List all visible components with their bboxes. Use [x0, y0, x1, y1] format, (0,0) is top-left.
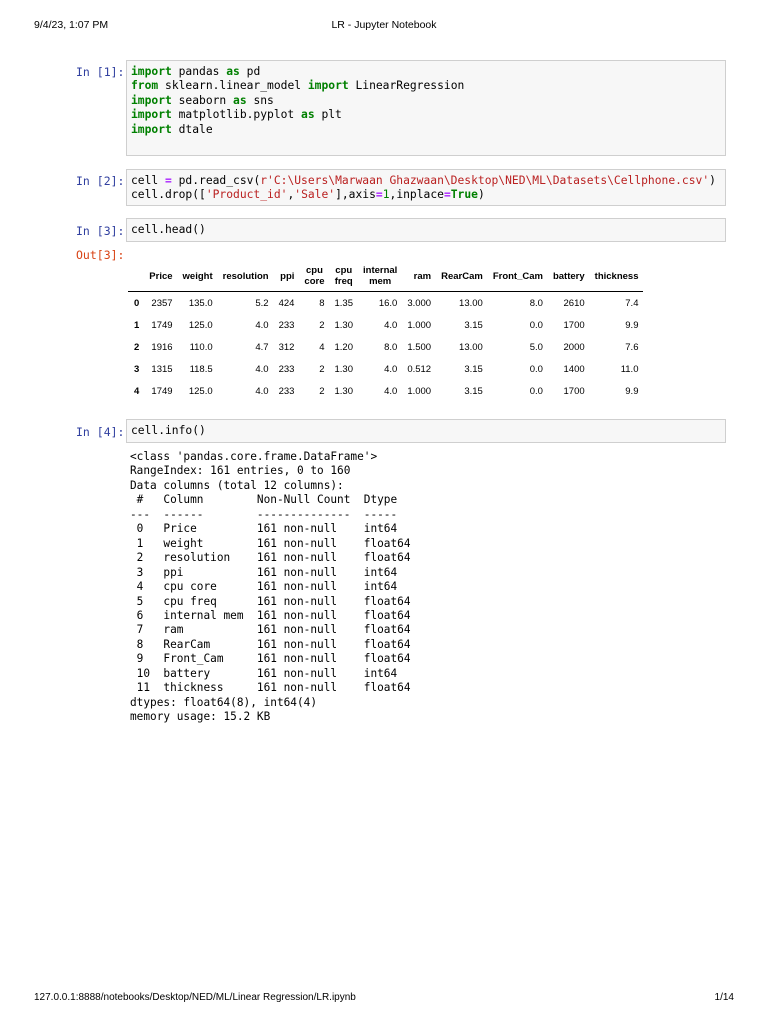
- cell-4-code[interactable]: [126, 419, 726, 443]
- row-index: 0: [134, 297, 140, 309]
- table-cell: 5.2: [255, 297, 269, 309]
- code-token: LinearRegression: [355, 79, 465, 93]
- code-token: ],axis: [335, 188, 376, 202]
- table-cell: 2610: [563, 297, 585, 309]
- code-token: 1: [382, 188, 390, 202]
- code-token: import: [131, 65, 172, 78]
- cell-1-prompt: In [1]:: [76, 65, 125, 79]
- output-line: 1 weight 161 non-null float64: [130, 536, 411, 550]
- table-row: [128, 314, 643, 336]
- table-cell: 1315: [151, 364, 173, 376]
- code-token: plt: [321, 108, 342, 122]
- cell-1-code[interactable]: [126, 60, 726, 156]
- output-line: 9 Front_Cam 161 non-null float64: [130, 652, 411, 666]
- output-line: 10 battery 161 non-null int64: [130, 666, 411, 680]
- table-row: [128, 359, 643, 381]
- code-token: ): [477, 188, 485, 202]
- row-index: 4: [134, 386, 140, 398]
- table-cell: 3.15: [464, 386, 483, 398]
- column-header: ram: [402, 261, 436, 292]
- table-cell: 2: [319, 386, 325, 398]
- table-cell: 1749: [151, 319, 173, 331]
- table-cell: 1.000: [407, 319, 432, 331]
- table-cell: 233: [278, 386, 295, 398]
- table-row: [128, 292, 643, 315]
- table-cell: 110.0: [189, 341, 213, 353]
- code-token: import: [307, 79, 349, 93]
- table-cell: 4.0: [384, 319, 398, 331]
- cell-3-prompt: In [3]:: [76, 224, 125, 238]
- row-index: 3: [134, 364, 140, 376]
- table-cell: 2: [319, 364, 325, 376]
- table-cell: 0.0: [529, 364, 543, 376]
- table-cell: 1.500: [407, 341, 432, 353]
- table-cell: 1700: [563, 319, 585, 331]
- table-cell: 424: [278, 297, 295, 309]
- output-line: RangeIndex: 161 entries, 0 to 160: [130, 464, 351, 478]
- table-cell: 0.512: [407, 364, 432, 376]
- table-cell: 1.30: [334, 364, 353, 376]
- table-cell: 4.0: [384, 364, 398, 376]
- output-line: 4 cpu core 161 non-null int64: [130, 580, 411, 594]
- code-token: ,: [287, 188, 295, 202]
- cell-3-out-prompt: Out[3]:: [76, 248, 125, 262]
- table-cell: 8: [319, 297, 325, 309]
- output-line: 6 internal mem 161 non-null float64: [130, 608, 411, 622]
- code-token: ): [709, 174, 716, 187]
- output-line: 3 ppi 161 non-null int64: [130, 565, 411, 579]
- table-cell: 8.0: [384, 341, 398, 353]
- table-cell: 1916: [151, 341, 173, 353]
- output-line: # Column Non-Null Count Dtype: [130, 493, 411, 507]
- table-cell: 233: [278, 319, 295, 331]
- code-token: =: [165, 174, 172, 187]
- code-token: sklearn.linear_model: [158, 79, 308, 93]
- cell-3-code[interactable]: [126, 218, 726, 242]
- column-header: thickness: [590, 261, 644, 292]
- table-cell: 4.0: [255, 386, 269, 398]
- code-token: pd: [246, 65, 261, 78]
- cell-4-prompt: In [4]:: [76, 425, 125, 439]
- print-page-number: 1/14: [714, 992, 734, 1003]
- table-cell: 1749: [151, 386, 173, 398]
- print-datetime: 9/4/23, 1:07 PM: [34, 19, 109, 31]
- column-header: RearCam: [436, 261, 488, 292]
- output-line: 5 cpu freq 161 non-null float64: [130, 594, 411, 608]
- table-cell: 125.0: [188, 319, 213, 331]
- table-cell: 0.0: [529, 386, 543, 398]
- output-line: memory usage: 15.2 KB: [130, 710, 271, 724]
- table-cell: 13.00: [459, 297, 483, 309]
- table-cell: 4: [319, 341, 325, 353]
- table-cell: 3.15: [464, 319, 483, 331]
- output-line: dtypes: float64(8), int64(4): [130, 695, 318, 709]
- table-cell: 2357: [151, 297, 173, 309]
- table-cell: 7.4: [625, 297, 639, 309]
- code-token: matplotlib.pyplot: [171, 108, 302, 122]
- table-cell: 1.20: [334, 341, 353, 353]
- table-cell: 0.0: [529, 319, 543, 331]
- table-cell: 11.0: [620, 364, 639, 376]
- code-token: import: [131, 122, 172, 136]
- code-token: as: [226, 65, 240, 78]
- table-cell: 2: [319, 319, 325, 331]
- info-output: [130, 450, 411, 725]
- column-header: cpu core: [299, 261, 329, 292]
- row-index: 1: [134, 319, 140, 331]
- table-cell: 9.9: [625, 319, 639, 331]
- table-cell: 4.0: [255, 319, 269, 331]
- table-cell: 1.30: [334, 386, 353, 398]
- output-line: <class 'pandas.core.frame.DataFrame'>: [130, 450, 378, 463]
- table-cell: 135.0: [188, 297, 213, 309]
- code-token: 'Product_id': [205, 188, 288, 202]
- code-token: cell.drop([: [131, 188, 206, 202]
- print-url: 127.0.0.1:8888/notebooks/Desktop/NED/ML/Linear Regression/LR.ipynb: [34, 992, 356, 1003]
- output-line: 2 resolution 161 non-null float64: [130, 551, 411, 565]
- code-token: import: [131, 93, 172, 107]
- column-header: ppi: [274, 261, 300, 292]
- column-header: weight: [178, 261, 218, 292]
- code-token: cell.info(): [131, 424, 206, 437]
- table-cell: 1.000: [407, 386, 432, 398]
- table-cell: 3.000: [407, 297, 432, 309]
- code-token: =: [443, 188, 451, 202]
- cell-2-code[interactable]: [126, 169, 726, 206]
- code-token: True: [450, 188, 478, 202]
- code-token: seaborn: [171, 93, 234, 107]
- output-line: 11 thickness 161 non-null float64: [130, 681, 411, 695]
- column-header: [128, 261, 144, 292]
- table-cell: 4.7: [255, 341, 269, 353]
- output-line: 8 RearCam 161 non-null float64: [130, 637, 411, 651]
- code-token: 'Sale': [294, 188, 336, 202]
- column-header: cpu freq: [330, 261, 359, 292]
- output-line: Data columns (total 12 columns):: [130, 478, 344, 492]
- code-token: pandas: [171, 65, 227, 78]
- table-cell: 4.0: [384, 386, 398, 398]
- table-row: [128, 381, 643, 403]
- table-cell: 233: [278, 364, 295, 376]
- table-cell: 4.0: [255, 364, 269, 376]
- table-cell: 9.9: [625, 386, 639, 398]
- column-header: internal mem: [358, 261, 402, 292]
- code-token: cell.head(): [131, 223, 206, 236]
- table-cell: 125.0: [188, 386, 213, 398]
- table-cell: 7.6: [625, 341, 639, 353]
- table-cell: 1.35: [334, 297, 353, 309]
- table-cell: 2000: [563, 341, 585, 353]
- column-header: battery: [548, 261, 590, 292]
- print-title: LR - Jupyter Notebook: [331, 19, 437, 31]
- table-cell: 16.0: [378, 297, 398, 309]
- output-line: --- ------ -------------- -----: [130, 507, 411, 521]
- code-token: r'C:\Users\Marwaan Ghazwaan\Desktop\NED\ML\Datasets\Cellphone.csv': [260, 174, 710, 187]
- table-cell: 3.15: [464, 364, 483, 376]
- cell-2-prompt: In [2]:: [76, 174, 125, 188]
- column-header: Front_Cam: [488, 261, 548, 292]
- table-cell: 312: [278, 341, 295, 353]
- table-cell: 13.00: [459, 341, 483, 353]
- code-token: as: [233, 93, 247, 107]
- table-cell: 118.5: [189, 364, 213, 376]
- code-token: cell: [131, 174, 166, 187]
- dataframe-table: [128, 261, 643, 403]
- output-line: 7 ram 161 non-null float64: [130, 623, 411, 637]
- row-index: 2: [134, 341, 140, 353]
- table-cell: 5.0: [529, 341, 543, 353]
- code-token: import: [131, 108, 172, 122]
- column-header: resolution: [218, 261, 274, 292]
- code-token: from: [131, 79, 159, 93]
- code-token: pd.read_csv(: [171, 174, 261, 187]
- table-cell: 1400: [563, 364, 585, 376]
- column-header: Price: [144, 261, 177, 292]
- output-line: 0 Price 161 non-null int64: [130, 522, 411, 536]
- table-cell: 8.0: [529, 297, 543, 309]
- table-cell: 1700: [563, 386, 585, 398]
- code-token: ,inplace: [389, 188, 444, 202]
- table-cell: 1.30: [334, 319, 353, 331]
- code-token: sns: [253, 93, 274, 107]
- dataframe-header-row: [128, 261, 643, 292]
- code-token: dtale: [171, 122, 213, 136]
- code-token: as: [301, 108, 315, 122]
- code-token: =: [375, 188, 383, 202]
- table-row: [128, 336, 643, 358]
